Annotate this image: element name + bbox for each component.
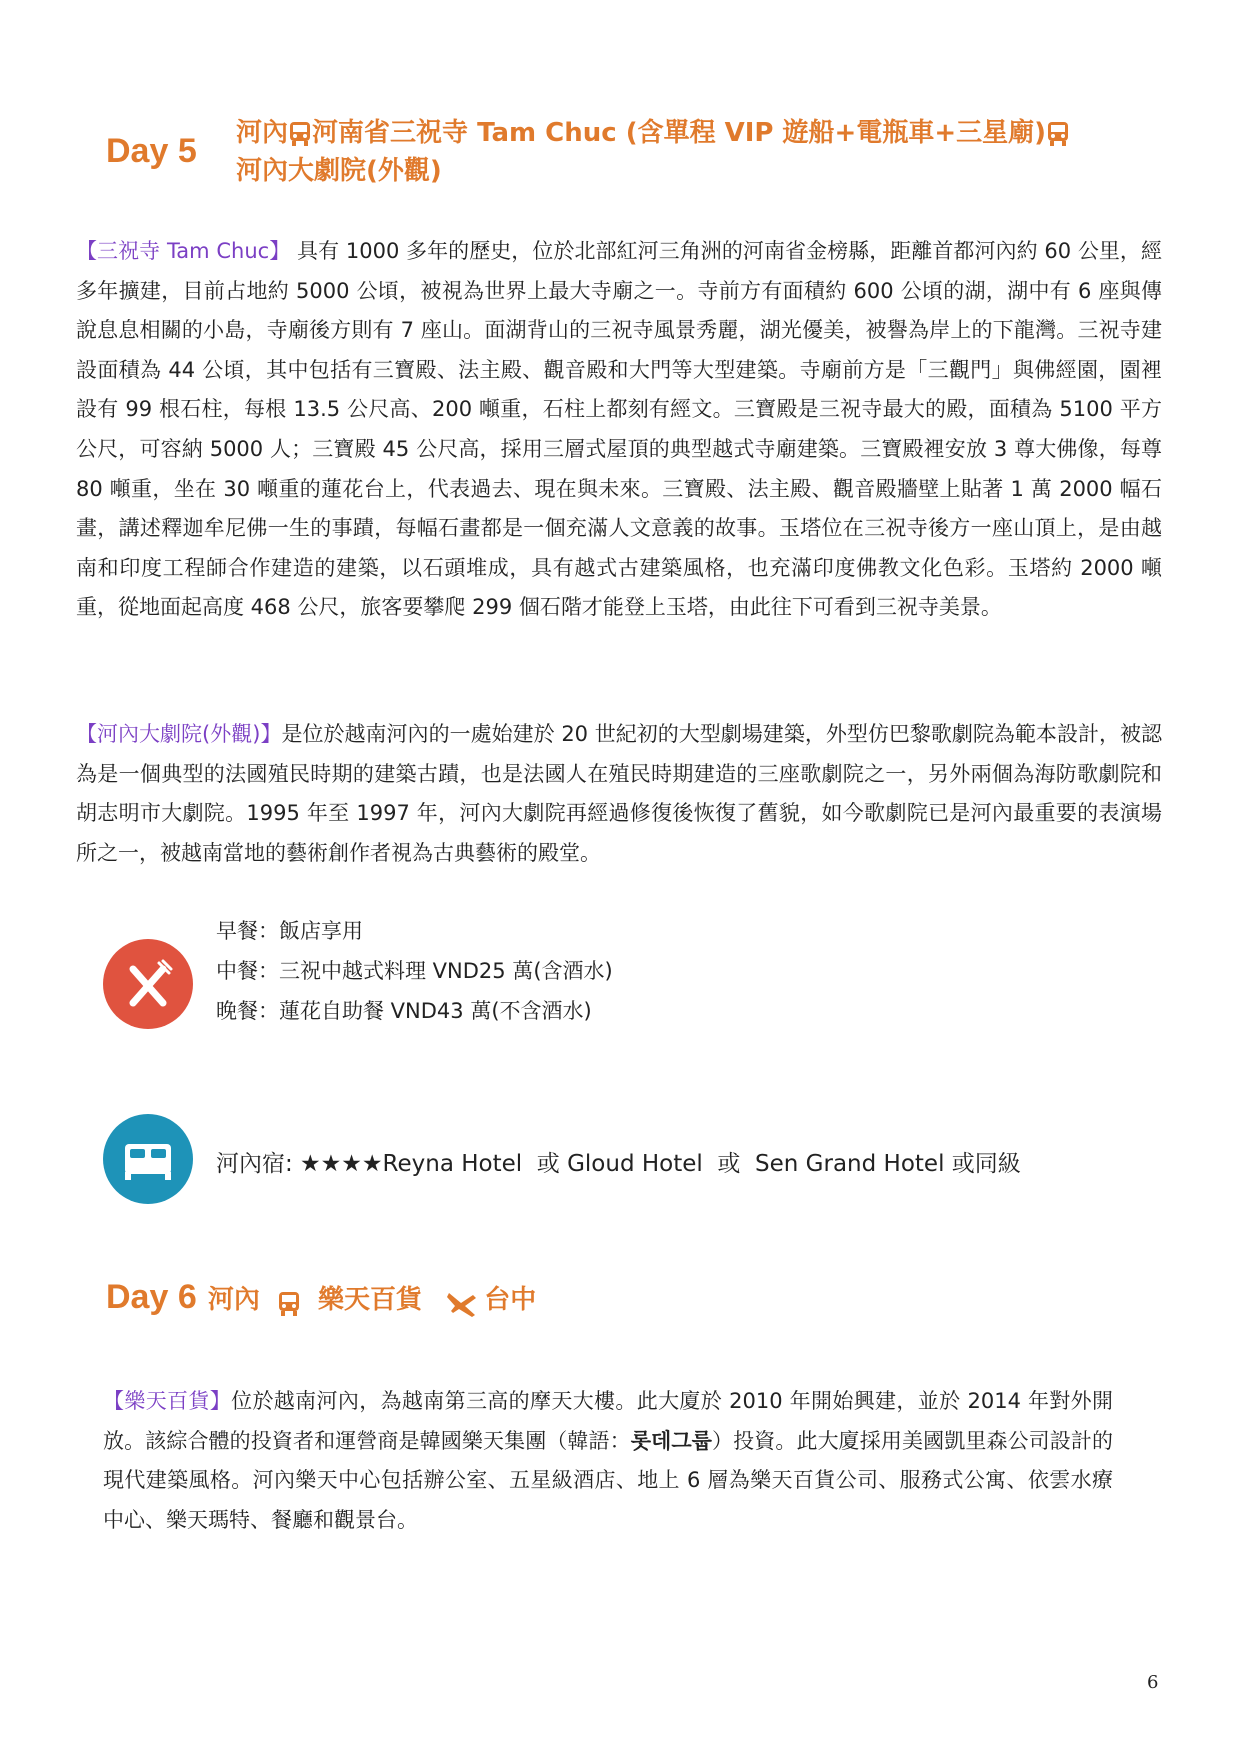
page-number: 6 <box>1147 1672 1159 1693</box>
dinner-line: 晚餐：蓮花自助餐 VND43 萬(不含酒水) <box>216 999 592 1023</box>
meals-list <box>216 911 613 1031</box>
breakfast-line: 早餐：飯店享用 <box>216 919 363 943</box>
bus-icon <box>1046 121 1070 147</box>
bed-icon <box>103 1114 193 1204</box>
day5-label: Day 5 <box>106 132 197 170</box>
day6-label: Day 6 <box>106 1278 197 1316</box>
day6-route-middle: 樂天百貨 <box>318 1285 423 1315</box>
airplane-icon <box>445 1289 479 1319</box>
day6-header <box>106 1278 536 1319</box>
day6-route-end: 台中 <box>484 1285 537 1315</box>
lotte-text-b: ）投資。此大廈採用美國凱里森公司設計的現代建築風格。河內樂天中心包括辦公室、五星級酒店、地上 6 層為樂天百貨公司、服務式公寓、依雲水療中心、樂天瑪特、餐廳和觀景台。 <box>103 1428 1113 1532</box>
tamchuc-text: 具有 1000 多年的歷史，位於北部紅河三角洲的河南省金榜縣，距離首都河內約 60 公里，經多年擴建，目前占地約 5000 公頃，被視為世界上最大寺廟之一。寺前方有面積約 600 公頃的湖，湖中有 6 座與傳說息息相關的小島，寺廟後方則有 7 座山。面湖背山的三祝寺風景秀麗，湖光優美，被譽為岸上的下龍灣。三祝寺建設面積為 44 公頃，其中包括有三寶殿、法主殿、觀音殿和大門等大型建築。寺廟前方是「三觀門」與佛經園，園裡設有 99 根石柱，每根 13.5 公尺高、200 噸重，石柱上都刻有經文。三寶殿是三祝寺最大的殿，面積為 5100 平方公尺，可容納 5000 人；三寶殿 45 公尺高，採用三層式屋頂的典型越式寺廟建築。三寶殿裡安放 3 尊大佛像，每尊 80 噸重，坐在 30 噸重的蓮花台上，代表過去、現在與未來。三寶殿、法主殿、觀音殿牆壁上貼著 1 萬 2000 幅石畫，講述釋迦牟尼佛一生的事蹟，每幅石畫都是一個充滿人文意義的故事。玉塔位在三祝寺後方一座山頂上，是由越南和印度工程師合作建造的建築，以石頭堆成，具有越式古建築風格，也充滿印度佛教文化色彩。玉塔約 2000 噸重，從地面起高度 468 公尺，旅客要攀爬 299 個石階才能登上玉塔，由此往下可看到三祝寺美景。 <box>76 239 1162 620</box>
day5-route <box>236 114 1136 190</box>
lotte-text-a: 位於越南河內，為越南第三高的摩天大樓。此大廈於 2010 年開始興建，並於 2014 年對外開放。該綜合體的投資者和運營商是韓國樂天集團（韓語： <box>103 1389 1113 1453</box>
bus-icon <box>288 121 312 147</box>
day6-route-start: 河內 <box>207 1285 260 1315</box>
lotte-korean: 롯데그룹 <box>630 1428 712 1453</box>
bus-icon <box>277 1291 301 1317</box>
utensils-icon <box>103 939 193 1029</box>
lotte-paragraph <box>103 1382 1113 1540</box>
tamchuc-paragraph <box>76 232 1162 628</box>
opera-title: 【河內大劇院(外觀)】 <box>76 722 282 746</box>
day5-route-middle: 河南省三祝寺 Tam Chuc (含單程 VIP 遊船+電瓶車+三星廟) <box>312 118 1046 148</box>
day5-route-start: 河內 <box>236 118 289 148</box>
lunch-line: 中餐：三祝中越式料理 VND25 萬(含酒水) <box>216 959 613 983</box>
opera-paragraph <box>76 715 1162 873</box>
opera-text: 是位於越南河內的一處始建於 20 世紀初的大型劇場建築，外型仿巴黎歌劇院為範本設計，被認為是一個典型的法國殖民時期的建築古蹟，也是法國人在殖民時期建造的三座歌劇院之一，另外兩個為海防歌劇院和胡志明市大劇院。1995 年至 1997 年，河內大劇院再經過修復後恢復了舊貌，如今歌劇院已是河內最重要的表演場所之一，被越南當地的藝術創作者視為古典藝術的殿堂。 <box>76 722 1162 865</box>
day5-route-end: 河內大劇院(外觀) <box>236 156 442 186</box>
lotte-title: 【樂天百貨】 <box>103 1389 232 1413</box>
tamchuc-title: 【三祝寺 Tam Chuc】 <box>76 239 291 263</box>
hotel-info: 河內宿: ★★★★Reyna Hotel 或 Gloud Hotel 或 Sen Grand Hotel 或同級 <box>216 1151 1021 1177</box>
